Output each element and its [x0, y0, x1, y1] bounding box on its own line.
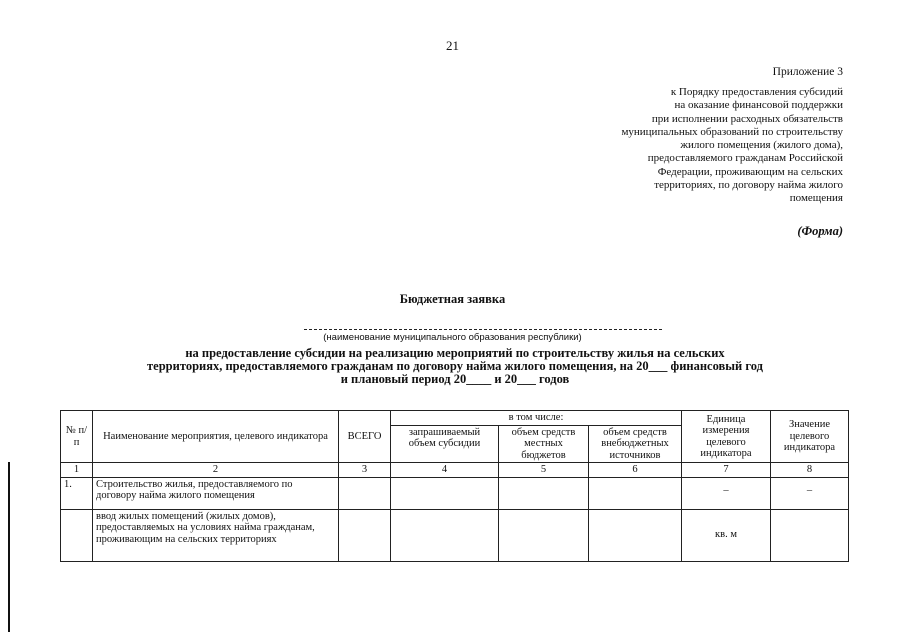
budget-table	[60, 410, 849, 562]
appendix-line: при исполнении расходных обязательств	[651, 112, 843, 125]
appendix-line: Федерации, проживающим на сельских	[657, 165, 843, 178]
row-total	[339, 477, 391, 509]
document-title: Бюджетная заявка	[399, 292, 506, 306]
appendix-line: помещения	[789, 192, 843, 205]
appendix-line: жилого помещения (жилого дома),	[680, 139, 843, 152]
table-row	[61, 509, 849, 561]
column-number: 8	[771, 463, 849, 478]
header-total: ВСЕГО	[339, 411, 391, 463]
municipality-name-line	[304, 329, 662, 330]
header-local: объем средств местных бюджетов	[499, 425, 589, 463]
row-total	[339, 509, 391, 561]
form-mark: (Форма)	[797, 224, 843, 238]
appendix-line: предоставляемого гражданам Российской	[647, 152, 843, 165]
row-unit: –	[682, 477, 771, 509]
row-local	[499, 477, 589, 509]
header-unit: Единица измерения целевого индикатора	[682, 411, 771, 463]
row-requested	[391, 477, 499, 509]
row-extra	[589, 477, 682, 509]
header-extra: объем средств внебюджетных источников	[589, 425, 682, 463]
header-including: в том числе:	[391, 411, 682, 426]
row-value	[771, 509, 849, 561]
row-requested	[391, 509, 499, 561]
municipality-name-caption: (наименование муниципального образования республики)	[323, 332, 582, 343]
column-number-row	[61, 463, 849, 478]
header-num: № п/п	[61, 411, 93, 463]
row-extra	[589, 509, 682, 561]
subtitle-line: на предоставление субсидии на реализацию мероприятий по строительству жилья на сельских	[185, 346, 725, 360]
column-number: 1	[61, 463, 93, 478]
table-row	[61, 477, 849, 509]
appendix-line: к Порядку предоставления субсидий	[670, 86, 843, 98]
row-num: 1.	[61, 477, 93, 509]
column-number: 7	[682, 463, 771, 478]
header-name: Наименование мероприятия, целевого индикатора	[93, 411, 339, 463]
row-num	[61, 509, 93, 561]
page-number: 21	[446, 38, 459, 53]
appendix-line: муниципальных образований по строительству	[621, 125, 843, 138]
column-number: 6	[589, 463, 682, 478]
subtitle-line: и плановый период 20____ и 20___ годов	[340, 372, 570, 386]
row-local	[499, 509, 589, 561]
column-number: 2	[93, 463, 339, 478]
subtitle-line: территориях, предоставляемого гражданам по договору найма жилого помещения, на 20___ финансовый год	[147, 359, 763, 373]
header-requested: запрашиваемый объем субсидии	[391, 425, 499, 463]
row-value: –	[771, 477, 849, 509]
row-unit: кв. м	[682, 509, 771, 561]
document-subtitle	[60, 347, 850, 386]
column-number: 5	[499, 463, 589, 478]
appendix-title: Приложение 3	[772, 66, 843, 78]
appendix-line: территориях, по договору найма жилого	[654, 179, 843, 192]
column-number: 3	[339, 463, 391, 478]
appendix-line: на оказание финансовой поддержки	[674, 99, 843, 112]
header-value: Значение целевого индикатора	[771, 411, 849, 463]
row-name: Строительство жилья, предоставляемого по договору найма жилого помещения	[93, 477, 339, 509]
column-number: 4	[391, 463, 499, 478]
appendix-text	[543, 86, 843, 206]
row-name: ввод жилых помещений (жилых домов), предоставляемых на условиях найма гражданам, проживающим на сельских территориях	[93, 509, 339, 561]
scan-margin-line	[8, 462, 10, 632]
